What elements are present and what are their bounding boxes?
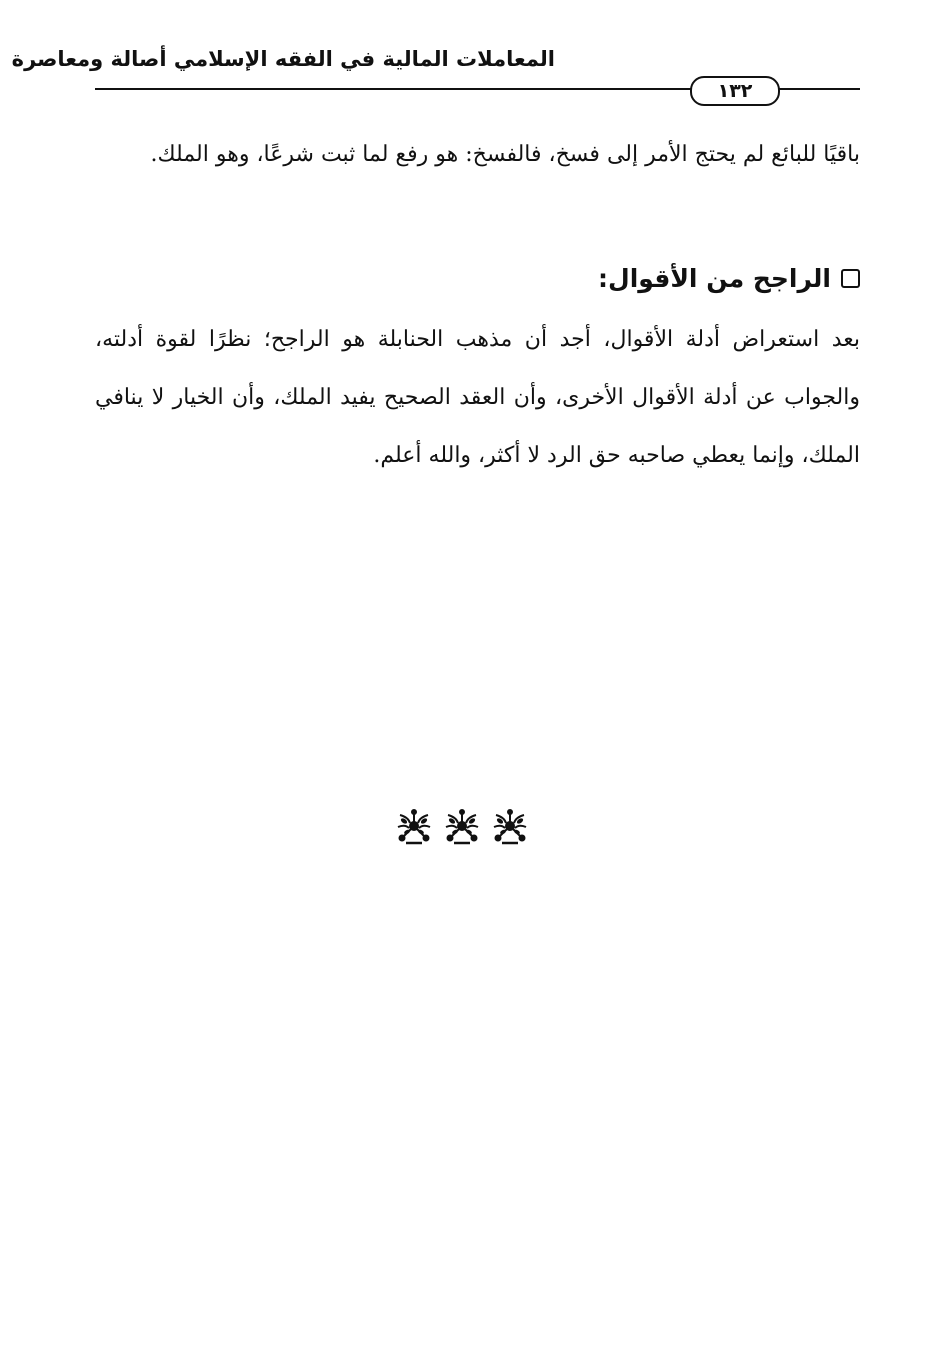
floral-ornament-icon [444,807,480,845]
section-heading-text: الراجح من الأقوال: [598,263,831,293]
paragraph-continued: باقيًا للبائع لم يحتج الأمر إلى فسخ، فالفسخ: هو رفع لما ثبت شرعًا، وهو الملك. [150,142,860,167]
paragraph-conclusion: بعد استعراض أدلة الأقوال، أجد أن مذهب الحنابلة هو الراجح؛ نظرًا لقوة أدلته، والجواب عن أدلة الأقوال الأخرى، وأن العقد الصحيح يفيد الملك، وأن الخيار لا ينافي الملك، وإنما يعطي صاحبه حق الرد لا أكثر، والله أعلم. [95,327,860,468]
book-title: المعاملات المالية في الفقه الإسلامي أصالة ومعاصرة [11,47,555,71]
section-heading [400,254,860,302]
floral-ornament-icon [492,807,528,845]
page-number: ١٣٢ [690,76,780,106]
floral-ornament-icon [396,807,432,845]
square-bullet-icon [841,269,860,288]
section-end-ornament [396,806,528,846]
